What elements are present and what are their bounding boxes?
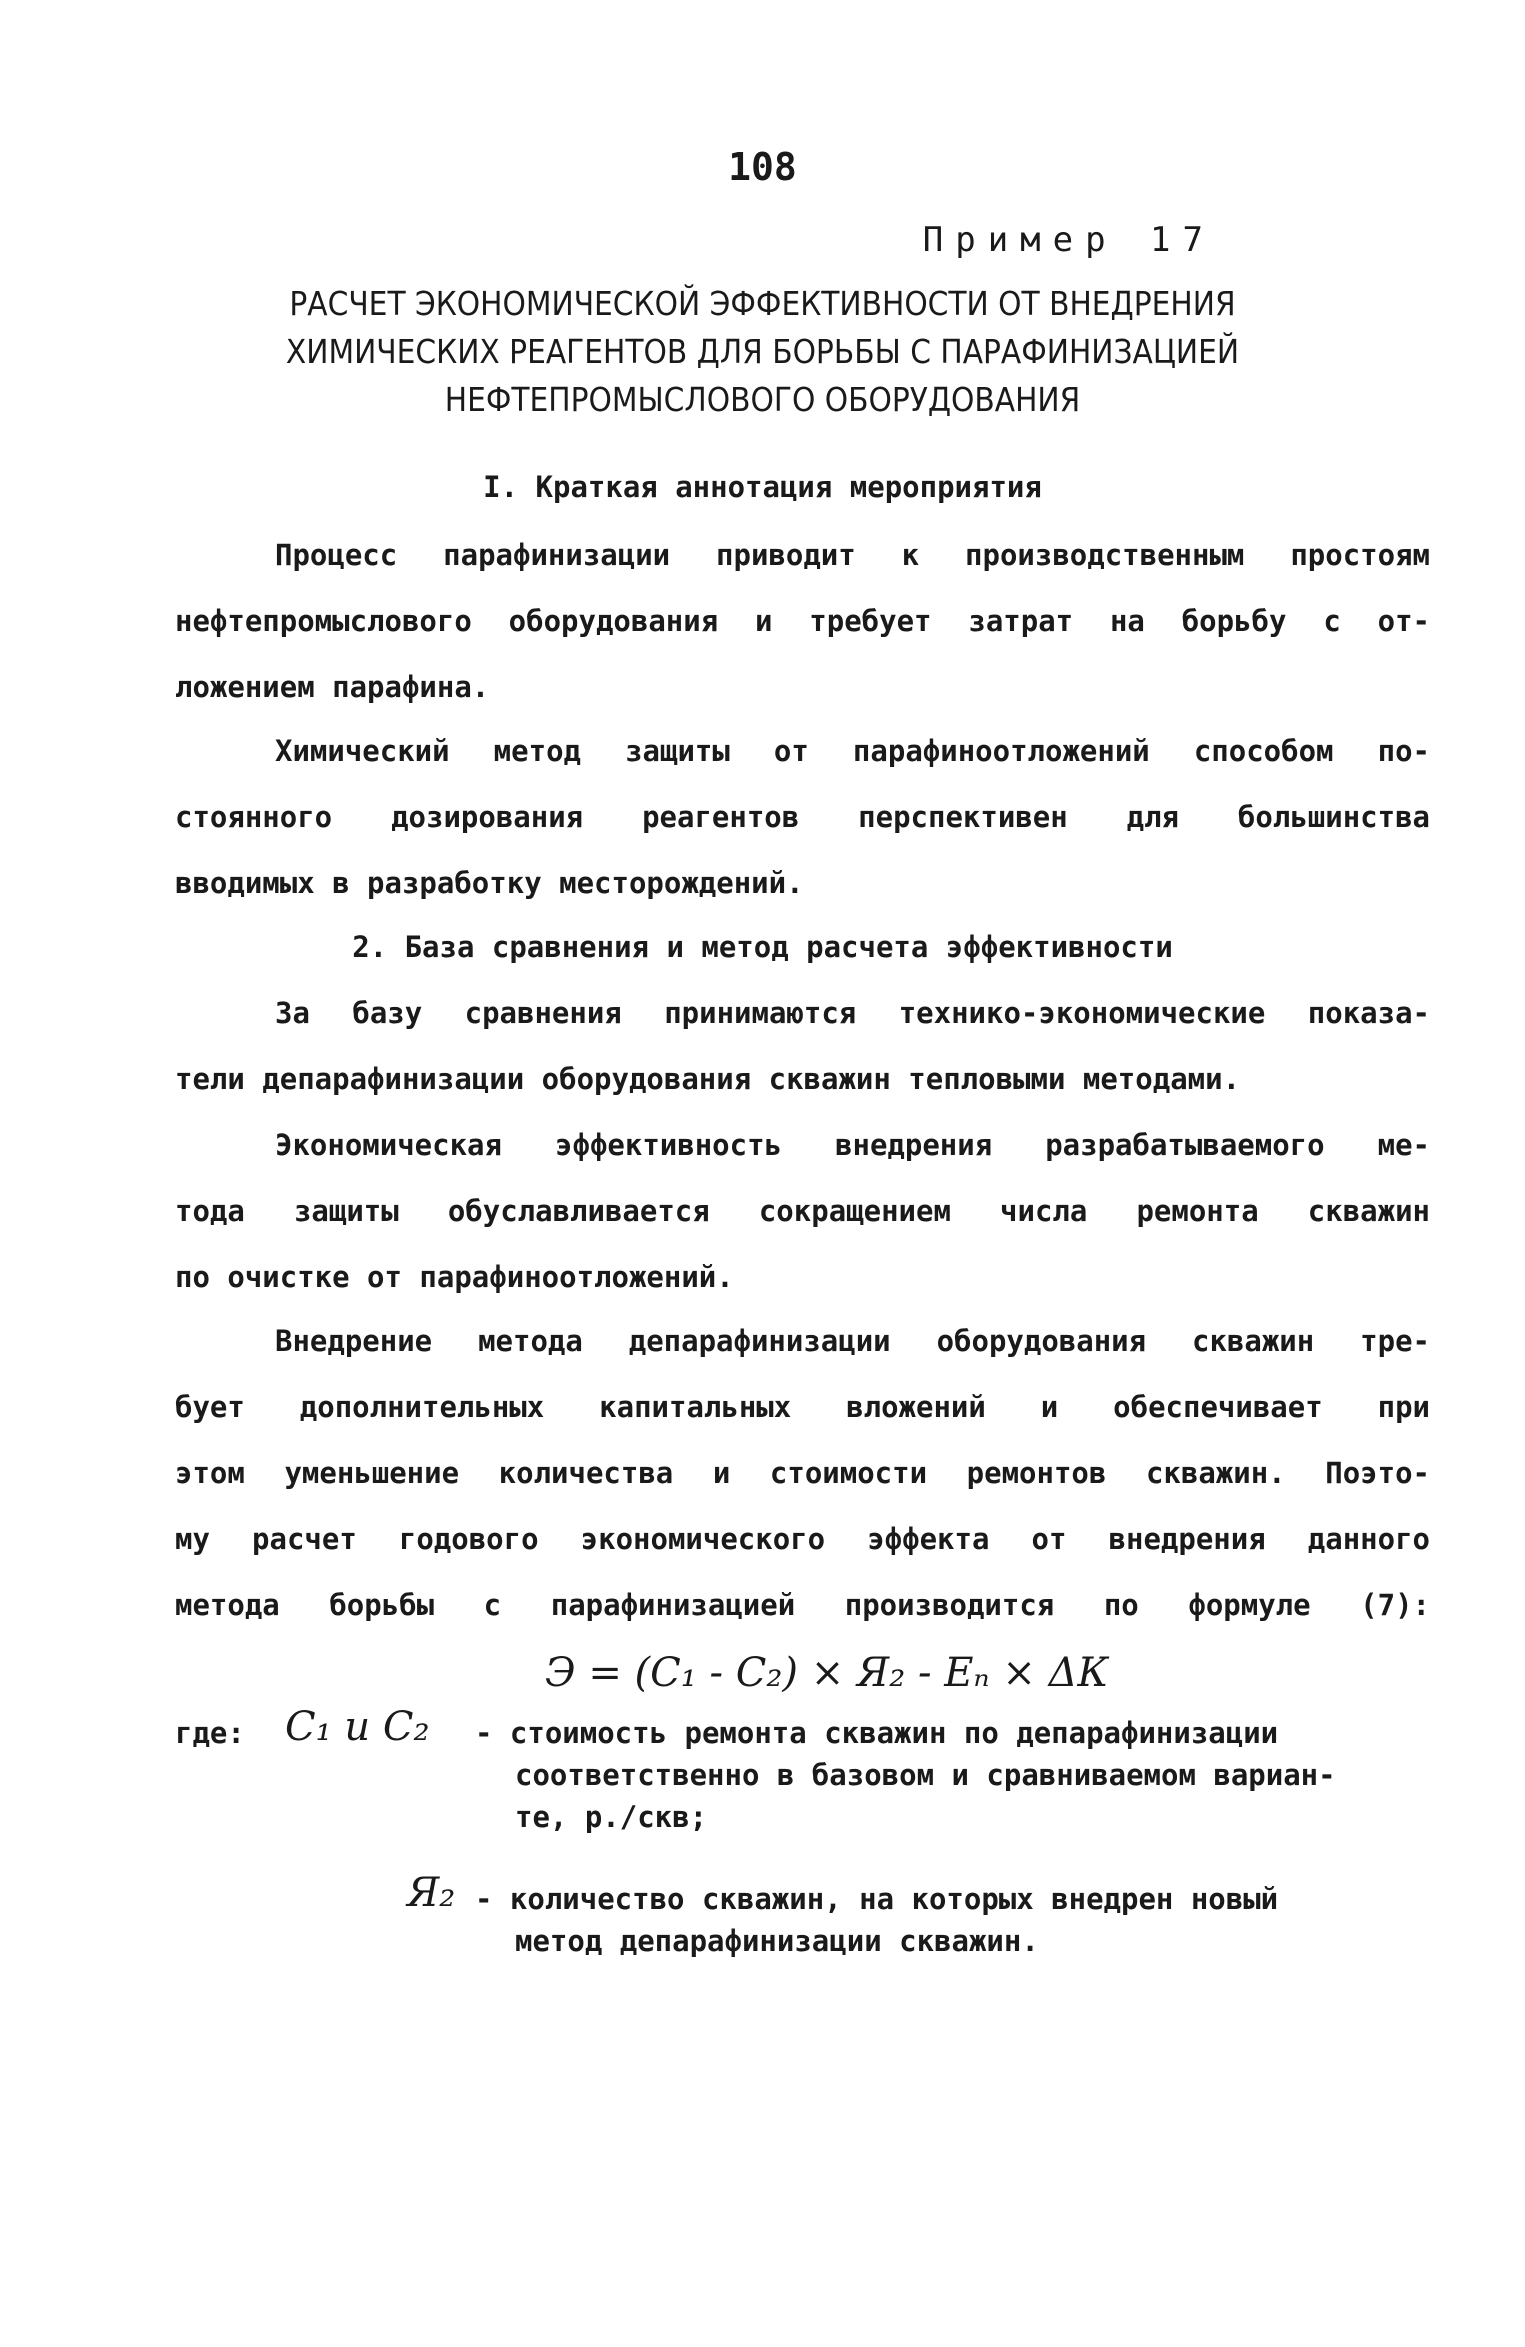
definition-2-text [475,1878,1445,1962]
text-line: му расчет годового экономического эффекта от внедрения данного [175,1522,1430,1556]
text-line: За базу сравнения принимаются технико-экономические показа- [275,996,1430,1030]
where-label: где: [175,1716,245,1750]
symbol-ya2: Я₂ [407,1870,456,1916]
text-line: метод депарафинизации скважин. [515,1924,1039,1958]
text-line: - стоимость ремонта скважин по депарафинизации [475,1716,1279,1750]
section2-paragraph-1 [175,980,1430,1112]
text-line: этом уменьшение количества и стоимости ремонтов скважин. Поэто- [175,1456,1430,1490]
text-line: ложением парафина. [175,670,490,704]
title-line: ХИМИЧЕСКИХ РЕАГЕНТОВ ДЛЯ БОРЬБЫ С ПАРАФИНИЗАЦИЕЙ [285,332,1240,371]
text-line: метода борьбы с парафинизацией производится по формуле (7): [175,1588,1430,1622]
section2-paragraph-2 [175,1112,1430,1310]
text-line: вводимых в разработку месторождений. [175,866,804,900]
text-line: стоянного дозирования реагентов перспективен для большинства [175,800,1430,834]
text-line: тода защиты обуславливается сокращением числа ремонта скважин [175,1194,1430,1228]
text-line: те, р./скв; [515,1800,708,1834]
title-line: НЕФТЕПРОМЫСЛОВОГО ОБОРУДОВАНИЯ [444,380,1081,419]
example-label: Пример 17 [922,220,1215,260]
section1-paragraph-1 [175,522,1430,720]
text-line: бует дополнительных капитальных вложений и обеспечивает при [175,1390,1430,1424]
text-line: Процесс парафинизации приводит к производственным простоям [275,538,1430,572]
definition-1-text [475,1712,1445,1838]
text-line: Экономическая эффективность внедрения разрабатываемого ме- [275,1128,1430,1162]
text-line: тели депарафинизации оборудования скважин тепловыми методами. [175,1062,1241,1096]
text-line: нефтепромыслового оборудования и требует затрат на борьбу с от- [175,604,1430,638]
text-line: - количество скважин, на которых внедрен новый [475,1882,1279,1916]
text-line: соответственно в базовом и сравниваемом вариан- [515,1758,1336,1792]
document-title [150,280,1375,424]
section2-paragraph-3 [175,1308,1430,1638]
text-line: Внедрение метода депарафинизации оборудования скважин тре- [275,1324,1430,1358]
section1-heading: I. Краткая аннотация мероприятия [483,470,1042,504]
section2-heading: 2. База сравнения и метод расчета эффективности [352,930,1173,964]
formula-7: Э = (С₁ - С₂) × Я₂ - Еₙ × ΔК [545,1650,1109,1696]
title-line: РАСЧЕТ ЭКОНОМИЧЕСКОЙ ЭФФЕКТИВНОСТИ ОТ ВНЕДРЕНИЯ [289,284,1236,323]
section1-paragraph-2 [175,718,1430,916]
text-line: по очистке от парафиноотложений. [175,1260,734,1294]
symbol-c1-c2: С₁ и С₂ [285,1704,430,1750]
page-number: 108 [728,145,797,189]
text-line: Химический метод защиты от парафиноотложений способом по- [275,734,1430,768]
